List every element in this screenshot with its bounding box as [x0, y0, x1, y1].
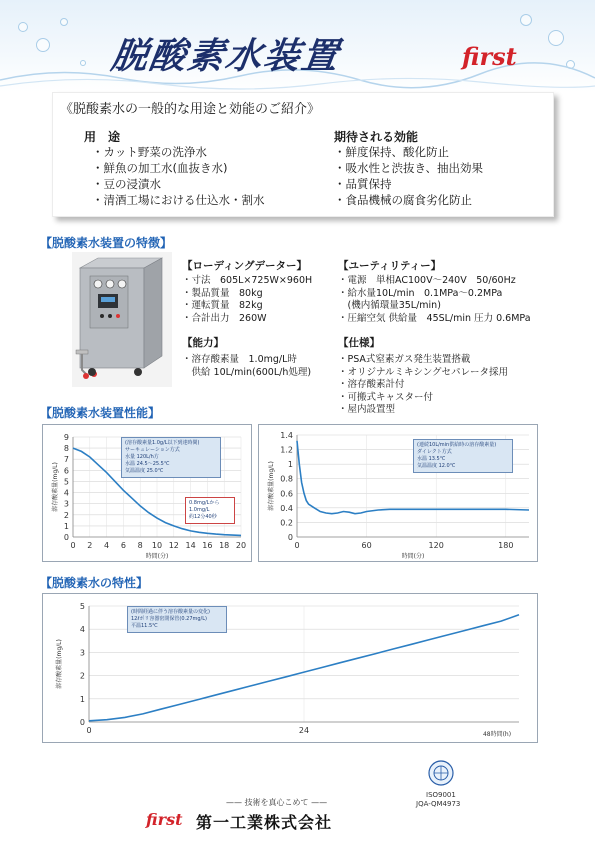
list-item: ・吸水性と渋抜き、抽出効果	[334, 161, 484, 175]
legend-line: 水温 13.5℃	[417, 456, 446, 462]
y-tick-label: 2	[63, 510, 69, 520]
list-item: ・溶存酸素計付	[338, 379, 405, 390]
list-item: ・製品質量 80kg	[182, 287, 263, 299]
list-item: ・可搬式キャスター付	[338, 391, 434, 403]
list-item: ・カット野菜の洗浄水	[92, 145, 207, 159]
x-tick-label: 6	[120, 541, 126, 550]
x-tick-label: 14	[185, 541, 196, 550]
bubble-decoration	[520, 14, 532, 26]
company-name: 第一工業株式会社	[196, 813, 333, 832]
legend-line: 気温温度 12.0℃	[417, 463, 456, 469]
chart-3	[43, 594, 539, 744]
legend-line: 水温 24.5～25.5℃	[125, 461, 170, 467]
characteristics-section-title: 【脱酸素水の特性】	[40, 576, 149, 590]
bubble-decoration	[36, 38, 50, 52]
list-item: ・食品機械の腐食劣化防止	[334, 193, 472, 207]
legend-line: サーキュレーション方式	[125, 447, 180, 453]
y-tick-label: 0	[79, 718, 85, 727]
intro-title: 《脱酸素水の一般的な用途と効能のご紹介》	[60, 102, 321, 117]
x-tick-label: 10	[151, 541, 163, 550]
y-tick-label: 1.2	[280, 445, 293, 455]
x-axis-label: 時間(分)	[401, 553, 425, 560]
x-tick-label: 12	[168, 541, 179, 550]
loading-heading: 【ローディングデーター】	[182, 260, 307, 272]
legend-line: 12ℓポリ容器密閉保管(0.27mg/L)	[131, 616, 207, 622]
y-tick-label: 6	[63, 466, 69, 476]
y-tick-label: 0.8	[280, 474, 293, 484]
x-tick-label: 18	[219, 541, 230, 550]
utility-heading: 【ユーティリティー】	[338, 260, 442, 272]
chart-3-legend	[127, 606, 227, 633]
chart-panel-1	[42, 424, 252, 562]
chart-1-legend	[121, 437, 221, 478]
iso-label: ISO9001	[426, 791, 456, 799]
y-tick-label: 9	[63, 433, 69, 442]
list-item: ・オリジナルミキシングセパレータ採用	[338, 366, 509, 378]
x-tick-label: 4	[104, 541, 110, 550]
footer-tagline: —— 技術を真心こめて ——	[226, 798, 328, 807]
annotation-line: 0.8mg/Lから1.0mg/L	[189, 500, 220, 513]
iso-code: JQA-QM4973	[416, 800, 461, 808]
iso-mark-icon	[428, 760, 454, 786]
x-tick-label: 180	[498, 541, 514, 550]
y-tick-label: 8	[63, 444, 69, 454]
y-tick-label: 7	[63, 455, 69, 465]
y-tick-label: 1	[63, 521, 69, 531]
y-tick-label: 0	[287, 533, 293, 542]
list-item: ・寸法 605L×725W×960H	[182, 275, 313, 286]
legend-line: 平温11.5℃	[131, 623, 158, 629]
legend-line: 水量 120L/h方	[125, 454, 159, 460]
utility-block	[338, 258, 556, 417]
x-tick-label: 120	[428, 541, 444, 550]
chart-2-legend	[413, 439, 513, 473]
machine-photo	[72, 252, 172, 387]
annotation-line: 約12分40秒	[189, 514, 217, 520]
y-tick-label: 2	[79, 671, 85, 681]
footer-logo: first	[146, 810, 183, 829]
x-tick-label: 0	[70, 541, 76, 550]
y-tick-label: 0.6	[280, 489, 293, 499]
legend-line: (連続10L/min供給時の溶存酸素量)	[417, 442, 497, 448]
y-axis-label: 溶存酸素量(mg/L)	[268, 461, 275, 511]
x-tick-label: 60	[361, 541, 372, 550]
bubble-decoration	[548, 30, 564, 46]
bubble-decoration	[60, 18, 68, 26]
list-item: ・豆の浸漬水	[92, 177, 161, 191]
list-item: ・清酒工場における仕込水・割水	[92, 193, 265, 207]
y-tick-label: 0.4	[280, 503, 293, 513]
uses-heading: 用 途	[84, 130, 121, 144]
chart-1-annotation	[185, 497, 235, 524]
y-tick-label: 1	[287, 460, 293, 470]
list-item: 供給 10L/min(600L/h処理)	[182, 366, 312, 378]
y-tick-label: 3	[63, 499, 69, 509]
list-item: ・溶存酸素量 1.0mg/L時	[182, 354, 297, 365]
chart-panel-3	[42, 593, 538, 743]
list-item: ・鮮度保持、酸化防止	[334, 145, 449, 159]
x-tick-label: 2	[87, 541, 93, 550]
list-item: ・合計出力 260W	[182, 312, 267, 324]
uses-list	[92, 144, 265, 208]
loading-data-block	[182, 258, 332, 379]
performance-section-title: 【脱酸素水装置性能】	[40, 406, 161, 420]
legend-line: 気温温度 25.0℃	[125, 468, 164, 474]
y-axis-label: 溶存酸素量(mg/L)	[56, 639, 63, 689]
y-tick-label: 0.2	[280, 518, 293, 528]
bubble-decoration	[18, 22, 28, 32]
list-item: ・屋内設置型	[338, 404, 396, 415]
y-tick-label: 4	[79, 625, 85, 635]
effects-heading: 期待される効能	[334, 130, 419, 144]
effects-list	[334, 144, 483, 208]
y-tick-label: 5	[79, 602, 85, 611]
features-section-title: 【脱酸素水装置の特徴】	[40, 236, 173, 250]
x-tick-label: 8	[137, 541, 143, 550]
list-item: ・PSA式窒素ガス発生装置搭載	[338, 354, 471, 365]
x-tick-label: 16	[202, 541, 213, 550]
y-tick-label: 3	[79, 648, 85, 658]
list-item: ・鮮魚の加工水(血抜き水)	[92, 161, 228, 175]
legend-line: (時間経過に伴う溶存酸素量の変化)	[131, 609, 210, 615]
list-item: ・電源 単相AC100V～240V 50/60Hz	[338, 275, 516, 286]
y-axis-label: 溶存酸素量(mg/L)	[52, 462, 59, 512]
y-tick-label: 4	[63, 488, 69, 498]
x-axis-label: 48時間(h)	[482, 731, 512, 738]
list-item: ・運転質量 82kg	[182, 300, 263, 311]
list-item: ・給水量10L/min 0.1MPa～0.2MPa	[338, 287, 503, 299]
x-tick-label: 24	[298, 726, 310, 735]
y-tick-label: 5	[63, 477, 69, 487]
company-logo: first	[462, 42, 517, 71]
capacity-heading: 【能力】	[182, 337, 224, 349]
list-item: ・品質保持	[334, 177, 392, 191]
legend-line: ダイレクト方式	[417, 449, 452, 455]
x-tick-label: 0	[86, 726, 92, 735]
chart-panel-2	[258, 424, 538, 562]
spec-heading: 【仕様】	[338, 337, 380, 349]
y-tick-label: 0	[63, 533, 69, 542]
page-title: 脱酸素水装置	[108, 35, 343, 77]
x-tick-label: 20	[235, 541, 247, 550]
x-axis-label: 時間(分)	[145, 553, 169, 560]
y-tick-label: 1	[79, 694, 85, 704]
legend-line: (溶存酸素量1.0g/L以下到達時間)	[125, 440, 200, 446]
y-tick-label: 1.4	[280, 431, 293, 440]
list-item: (機内循環量35L/min)	[338, 300, 441, 311]
list-item: ・圧縮空気 供給量 45SL/min 圧力 0.6MPa	[338, 312, 531, 324]
x-tick-label: 0	[294, 541, 300, 550]
